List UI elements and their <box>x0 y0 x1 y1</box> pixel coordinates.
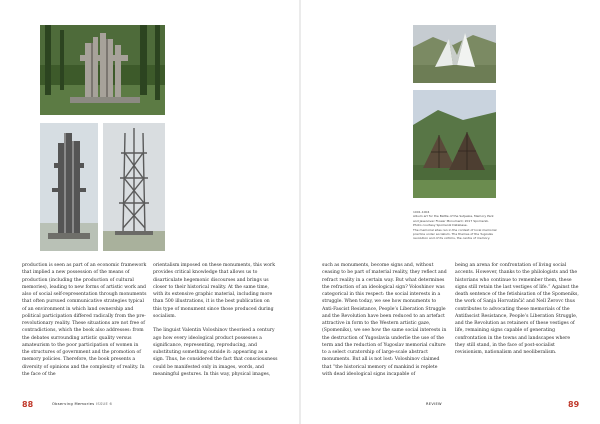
running-head: REVIEW <box>426 402 442 406</box>
image-caption: 1001-1004 Album art for the Battle of the Sutjeska, Memory Park and Jasenovac Flower Monument; 2017 Spomenik. Photo courtesy Spomenik Database. The memorial sites ran in the context of local memorial practice under socialism. The themes of the Yugoslav revolution and of its victims, the centre of memory. <box>413 210 497 241</box>
paragraph: orientalism imposed on these monuments, this work provides critical knowledge that allows us to disarticulate hegemonic discourses and brings us closer to their historical reality. At the same time, with its extensive graphic material, including more than 500 illustrations, it is the best publication on this type of monument since those produced during socialism. <box>153 263 276 319</box>
paragraph: such as monuments, become signs and, without ceasing to be part of material reality, they reflect and refract reality in a certain way. But what determines the refraction of an ideological sign? Voloshinov was categorical in this respect: the social interests in a struggle. When today, we see how monuments to Anti-Fascist Resistance, People’s Liberation Struggle and the Revolution have been reduced to an artefact attractive in form to the Western artistic gaze, (Spomeniks), we see how the same social interests in the destruction of Yugoslavia underlie the use of the term and the reduction of Yugoslav memorial culture to a select curatorship of large-scale abstract monuments. But all is not lost: Voloshinov claimed that “the historical memory of mankind is replete with dead ideological signs incapable of <box>322 263 447 377</box>
running-head: Observing Memories <box>52 402 95 406</box>
running-issue: ISSUE 6 <box>96 402 113 406</box>
text-column-2 <box>153 262 278 378</box>
text-column-3 <box>322 262 447 378</box>
text-column-1 <box>22 262 147 378</box>
page-number: 88 <box>22 400 34 409</box>
monument-photo-lattice <box>103 123 165 251</box>
monument-photo-forest <box>40 25 165 115</box>
paragraph: being an arena for confrontation of living social accents. However, thanks to the philologists and the historians who continue to remember them, these signs still retain the last vestiges of life.” Against the death sentence of the fetishisation of the Spomeniks, the work of Sanja Horvatinčić and Nell Žerovc thus contributes to advocating these memorials of the Antifascist Resistance, People’s Liberation Struggle, and the Revolution as retainers of these vestiges of life, remaining signs capable of generating confrontation in the towns and landscapes where they still stand, in the face of post-socialist revisionism, nationalism and neoliberalism. <box>455 263 579 355</box>
right-page <box>300 0 600 424</box>
paragraph: production is seen as part of an economic framework that implied a new possession of the means of production (including the production of cultural memories), leading to new forms of artistic work and also of social self-representation through monuments that often pursued communicative strategies typical of an environment in which land ownership and political participation differed radically from the pre-revolutionary reality. These situations are not free of contradictions, which the book also addresses: from the debates surrounding artistic quality versus amateurism to the poor participation of women in the structures of government and the promotion of memory policies. Therefore, the book presents a diversity of opinions and the complexity of reality. In the face of the <box>22 263 147 377</box>
page-number: 89 <box>568 400 580 409</box>
paragraph: The linguist Valentin Voloshinov theorised a century ago how every ideological product possesses a significance, representing, reproducing, and substituting something outside it: appearing as a sign. Thus, he considered the fact that consciousness could be manifested only in images, words, and meaningful gestures. In this way, physical images, <box>153 328 278 377</box>
monument-photo-vertical <box>40 123 98 251</box>
text-column-4 <box>455 262 580 356</box>
monument-photo-huts <box>413 90 496 198</box>
monument-photo-wings <box>413 25 496 83</box>
